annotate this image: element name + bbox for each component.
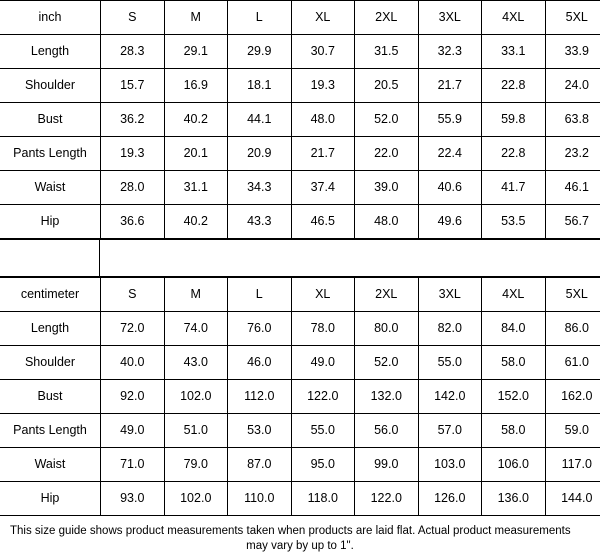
row-label: Waist [0, 448, 101, 482]
table-cell: 132.0 [355, 380, 419, 414]
table-cell: 40.2 [164, 103, 228, 137]
table-cell: 51.0 [164, 414, 228, 448]
row-label: Bust [0, 103, 101, 137]
table-cell: 144.0 [545, 482, 600, 516]
table-row [0, 482, 600, 516]
table-row [0, 346, 600, 380]
row-label: Length [0, 312, 101, 346]
table-cell: 49.6 [418, 205, 482, 239]
table-cell: 55.9 [418, 103, 482, 137]
column-header-xl: XL [291, 1, 355, 35]
size-table-inch [0, 0, 600, 239]
table-cell: 74.0 [164, 312, 228, 346]
table-cell: 43.3 [228, 205, 292, 239]
size-guide-note [0, 516, 600, 560]
table-cell: 162.0 [545, 380, 600, 414]
table-cell: 28.0 [101, 171, 165, 205]
table-cell: 76.0 [228, 312, 292, 346]
table-cell: 30.7 [291, 35, 355, 69]
table-cell: 40.0 [101, 346, 165, 380]
table-cell: 46.0 [228, 346, 292, 380]
table-row [0, 137, 600, 171]
table-row [0, 35, 600, 69]
table-header-row [0, 1, 600, 35]
column-header-4xl: 4XL [482, 1, 546, 35]
separator-right-cell [100, 240, 600, 276]
note-line-1: This size guide shows product measurements taken when products are laid flat. Actual product measurements [10, 525, 571, 537]
table-cell: 59.8 [482, 103, 546, 137]
table-cell: 80.0 [355, 312, 419, 346]
table-cell: 84.0 [482, 312, 546, 346]
column-header-s: S [101, 1, 165, 35]
column-header-m: M [164, 1, 228, 35]
table-cell: 59.0 [545, 414, 600, 448]
table-cell: 126.0 [418, 482, 482, 516]
table-cell: 99.0 [355, 448, 419, 482]
table-cell: 33.1 [482, 35, 546, 69]
table-row [0, 380, 600, 414]
table-cell: 93.0 [101, 482, 165, 516]
column-header-xl: XL [291, 278, 355, 312]
table-cell: 102.0 [164, 380, 228, 414]
table-cell: 136.0 [482, 482, 546, 516]
table-row [0, 171, 600, 205]
table-cell: 29.9 [228, 35, 292, 69]
table-cell: 24.0 [545, 69, 600, 103]
table-cell: 49.0 [291, 346, 355, 380]
table-cell: 58.0 [482, 414, 546, 448]
table-cell: 19.3 [291, 69, 355, 103]
table-cell: 31.5 [355, 35, 419, 69]
table-cell: 28.3 [101, 35, 165, 69]
column-header-4xl: 4XL [482, 278, 546, 312]
table-cell: 103.0 [418, 448, 482, 482]
table-cell: 39.0 [355, 171, 419, 205]
table-cell: 33.9 [545, 35, 600, 69]
table-cell: 53.0 [228, 414, 292, 448]
table-cell: 152.0 [482, 380, 546, 414]
table-cell: 23.2 [545, 137, 600, 171]
table-cell: 52.0 [355, 103, 419, 137]
table-cell: 20.9 [228, 137, 292, 171]
row-label: Waist [0, 171, 101, 205]
table-cell: 36.2 [101, 103, 165, 137]
table-cell: 48.0 [355, 205, 419, 239]
table-cell: 95.0 [291, 448, 355, 482]
table-cell: 78.0 [291, 312, 355, 346]
unit-label-inch: inch [0, 1, 101, 35]
table-row [0, 312, 600, 346]
table-cell: 87.0 [228, 448, 292, 482]
table-row [0, 205, 600, 239]
table-cell: 56.0 [355, 414, 419, 448]
table-cell: 82.0 [418, 312, 482, 346]
table-row [0, 103, 600, 137]
size-table-centimeter [0, 277, 600, 516]
table-cell: 112.0 [228, 380, 292, 414]
table-cell: 40.2 [164, 205, 228, 239]
column-header-3xl: 3XL [418, 278, 482, 312]
table-cell: 40.6 [418, 171, 482, 205]
table-cell: 49.0 [101, 414, 165, 448]
column-header-3xl: 3XL [418, 1, 482, 35]
column-header-l: L [228, 1, 292, 35]
column-header-2xl: 2XL [355, 1, 419, 35]
table-cell: 18.1 [228, 69, 292, 103]
table-cell: 44.1 [228, 103, 292, 137]
table-cell: 41.7 [482, 171, 546, 205]
table-cell: 110.0 [228, 482, 292, 516]
row-label: Length [0, 35, 101, 69]
table-cell: 122.0 [291, 380, 355, 414]
table-cell: 34.3 [228, 171, 292, 205]
separator-left-cell [0, 240, 100, 276]
column-header-5xl: 5XL [545, 1, 600, 35]
table-cell: 117.0 [545, 448, 600, 482]
column-header-m: M [164, 278, 228, 312]
table-cell: 22.0 [355, 137, 419, 171]
table-cell: 32.3 [418, 35, 482, 69]
table-cell: 72.0 [101, 312, 165, 346]
table-cell: 55.0 [291, 414, 355, 448]
table-cell: 20.1 [164, 137, 228, 171]
table-cell: 106.0 [482, 448, 546, 482]
table-cell: 102.0 [164, 482, 228, 516]
table-cell: 118.0 [291, 482, 355, 516]
table-cell: 20.5 [355, 69, 419, 103]
table-cell: 19.3 [101, 137, 165, 171]
table-cell: 57.0 [418, 414, 482, 448]
table-cell: 61.0 [545, 346, 600, 380]
table-cell: 29.1 [164, 35, 228, 69]
row-label: Shoulder [0, 346, 101, 380]
table-cell: 52.0 [355, 346, 419, 380]
unit-label-centimeter: centimeter [0, 278, 101, 312]
table-cell: 21.7 [418, 69, 482, 103]
table-cell: 15.7 [101, 69, 165, 103]
column-header-l: L [228, 278, 292, 312]
table-cell: 92.0 [101, 380, 165, 414]
row-label: Pants Length [0, 414, 101, 448]
row-label: Pants Length [0, 137, 101, 171]
table-cell: 37.4 [291, 171, 355, 205]
table-cell: 142.0 [418, 380, 482, 414]
table-cell: 16.9 [164, 69, 228, 103]
table-cell: 22.8 [482, 69, 546, 103]
column-header-2xl: 2XL [355, 278, 419, 312]
row-label: Bust [0, 380, 101, 414]
column-header-5xl: 5XL [545, 278, 600, 312]
table-row [0, 448, 600, 482]
table-cell: 22.4 [418, 137, 482, 171]
table-cell: 56.7 [545, 205, 600, 239]
table-cell: 46.5 [291, 205, 355, 239]
table-cell: 31.1 [164, 171, 228, 205]
row-label: Hip [0, 205, 101, 239]
table-cell: 21.7 [291, 137, 355, 171]
table-cell: 58.0 [482, 346, 546, 380]
table-cell: 48.0 [291, 103, 355, 137]
table-header-row [0, 278, 600, 312]
table-cell: 43.0 [164, 346, 228, 380]
table-row [0, 69, 600, 103]
row-label: Shoulder [0, 69, 101, 103]
table-cell: 71.0 [101, 448, 165, 482]
table-separator [0, 239, 600, 277]
table-cell: 63.8 [545, 103, 600, 137]
table-cell: 53.5 [482, 205, 546, 239]
table-cell: 22.8 [482, 137, 546, 171]
table-cell: 79.0 [164, 448, 228, 482]
table-row [0, 414, 600, 448]
table-cell: 36.6 [101, 205, 165, 239]
table-cell: 86.0 [545, 312, 600, 346]
table-cell: 55.0 [418, 346, 482, 380]
table-cell: 46.1 [545, 171, 600, 205]
column-header-s: S [101, 278, 165, 312]
table-cell: 122.0 [355, 482, 419, 516]
note-line-2: may vary by up to 1". [246, 540, 354, 552]
row-label: Hip [0, 482, 101, 516]
